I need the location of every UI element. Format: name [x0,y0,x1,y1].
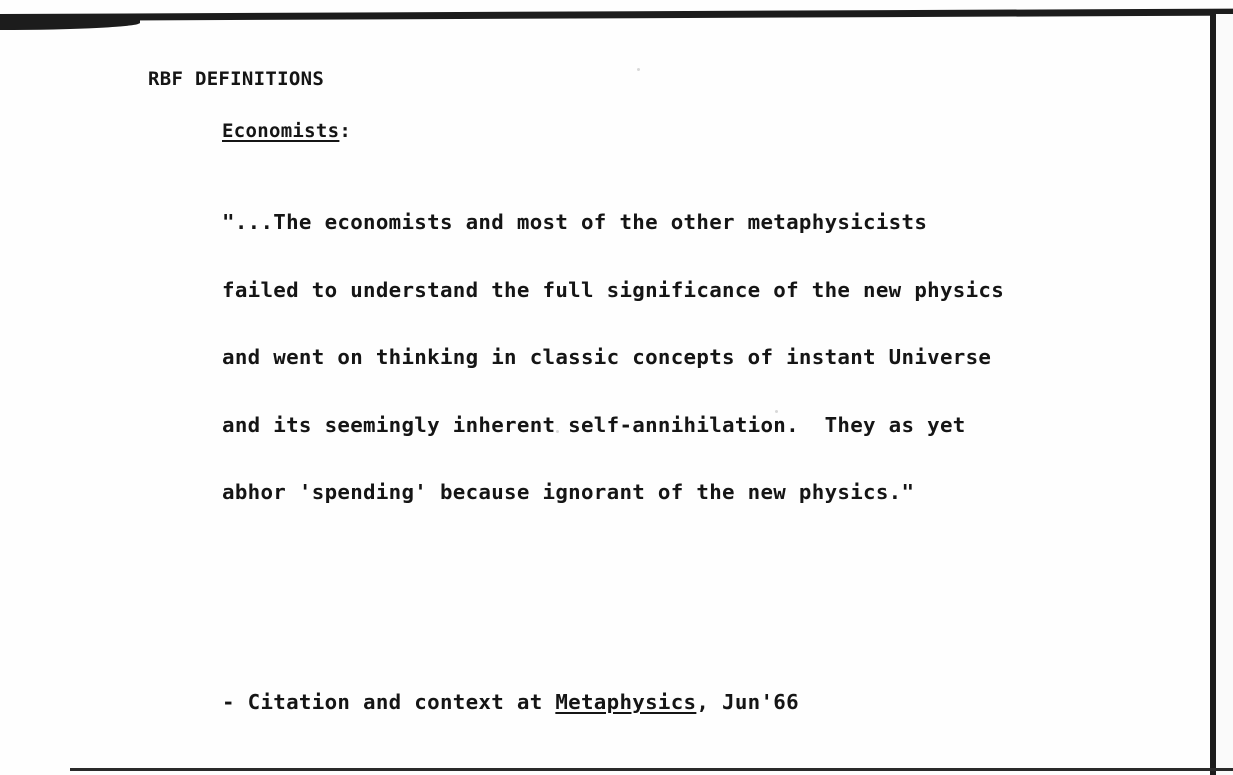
card-right-margin [1216,14,1233,775]
term-heading [222,120,351,142]
quote-line: and went on thinking in classic concepts of instant Universe [222,345,992,369]
paper-speck [637,68,640,71]
card-bottom-border [70,768,1233,771]
quote-line: and its seemingly inherent self-annihilation. They as yet [222,412,966,437]
card-heading: RBF DEFINITIONS [148,68,325,90]
quote-line: "...The economists and most of the other metaphysicists [222,210,928,234]
citation-date: , Jun'66 [696,690,799,714]
definition-quote [222,166,1004,549]
citation-line [222,690,799,714]
term-label: Economists [222,120,340,142]
citation-link[interactable]: Metaphysics [555,690,697,714]
card-top-border [0,9,1233,21]
citation-prefix: - Citation and context at [222,690,556,714]
card-top-left-corner [0,18,140,30]
quote-line: failed to understand the full significance of the new physics [222,277,1005,302]
term-colon: : [339,120,352,142]
quote-line: abhor 'spending' because ignorant of the new physics." [222,480,915,504]
